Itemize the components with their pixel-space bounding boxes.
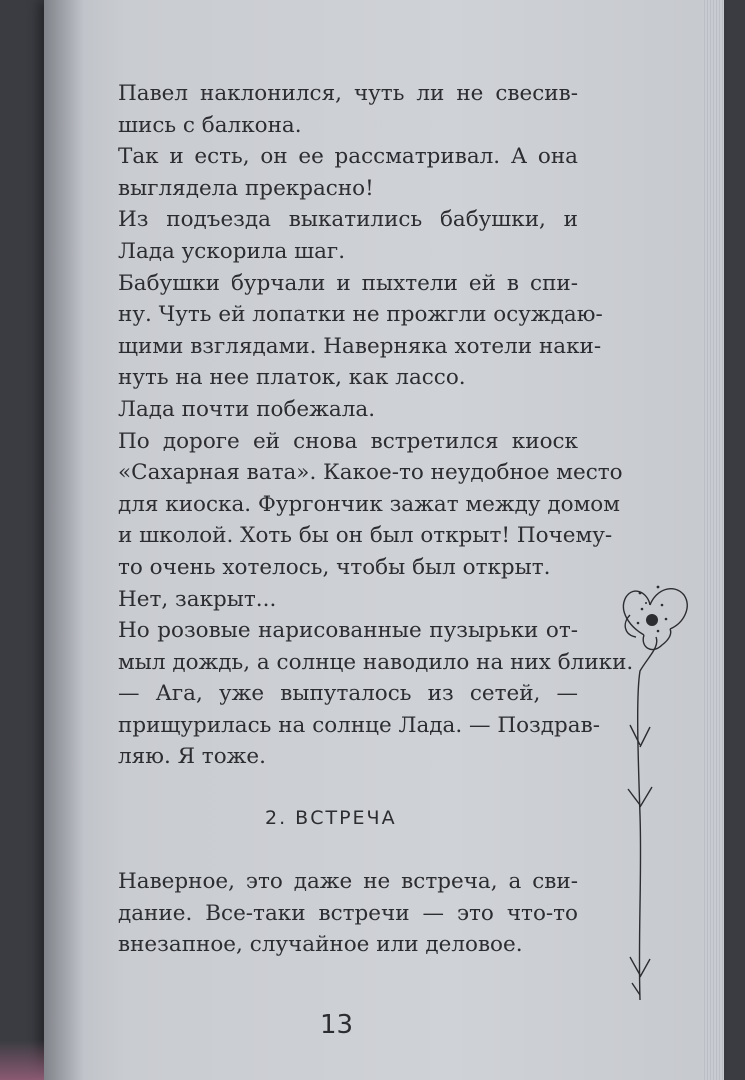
body-text: [118, 78, 634, 773]
text-line: шись с балкона.: [118, 112, 302, 138]
paragraph: [118, 678, 600, 773]
text-line: выглядела прекрасно!: [118, 175, 374, 201]
poppy-flower-icon: [600, 575, 700, 1015]
text-line: ляю. Я тоже.: [118, 744, 266, 770]
text-line: «Сахарная вата». Какое-то неудобное место: [118, 460, 623, 486]
paragraph: [118, 141, 578, 204]
chapter-text: [118, 866, 578, 961]
paragraph: [118, 268, 603, 394]
paragraph: [118, 615, 634, 678]
paragraph: [118, 584, 578, 616]
text-line: ну. Чуть ей лопатки не прожгли осуждаю-: [118, 302, 603, 328]
text-line: прищурилась на солнце Лада. — Поздрав-: [118, 712, 600, 738]
text-line: Так и есть, он ее рассматривал. А она: [118, 144, 578, 170]
cover-edge: [0, 1040, 44, 1080]
text-line: Нет, закрыт...: [118, 586, 277, 612]
text-line: внезапное, случайное или деловое.: [118, 932, 523, 958]
text-line: — Ага, уже выпуталось из сетей, —: [118, 681, 578, 707]
text-line: Лада почти побежала.: [118, 396, 376, 422]
page-edge: [702, 0, 724, 1080]
text-line: для киоска. Фургончик зажат между домом: [118, 491, 620, 517]
text-line: и школой. Хоть бы он был открыт! Почему-: [118, 523, 613, 549]
text-line: Павел наклонился, чуть ли не свесив-: [118, 81, 578, 106]
paragraph: [118, 866, 578, 961]
text-line: По дороге ей снова встретился киоск: [118, 428, 578, 454]
text-line: щими взглядами. Наверняка хотели наки-: [118, 333, 602, 359]
text-line: Лада ускорила шаг.: [118, 238, 346, 264]
paragraph: [118, 78, 578, 141]
text-line: Но розовые нарисованные пузырьки от-: [118, 618, 578, 644]
text-line: мыл дождь, а солнце наводило на них блики.: [118, 649, 634, 675]
text-line: Бабушки бурчали и пыхтели ей в спи-: [118, 270, 578, 296]
text-line: Из подъезда выкатились бабушки, и: [118, 207, 578, 233]
chapter-heading: 2. ВСТРЕЧА: [265, 807, 397, 829]
text-line: Наверное, это даже не встреча, а сви-: [118, 869, 578, 894]
page-number: 13: [320, 1010, 354, 1040]
text-line: нуть на нее платок, как лассо.: [118, 365, 466, 391]
paragraph: [118, 426, 623, 584]
text-line: то очень хотелось, чтобы был открыт.: [118, 554, 551, 580]
spine-shadow: [44, 0, 84, 1080]
paragraph: [118, 394, 578, 426]
text-line: дание. Все-таки встречи — это что-то: [118, 900, 578, 926]
paragraph: [118, 204, 578, 267]
